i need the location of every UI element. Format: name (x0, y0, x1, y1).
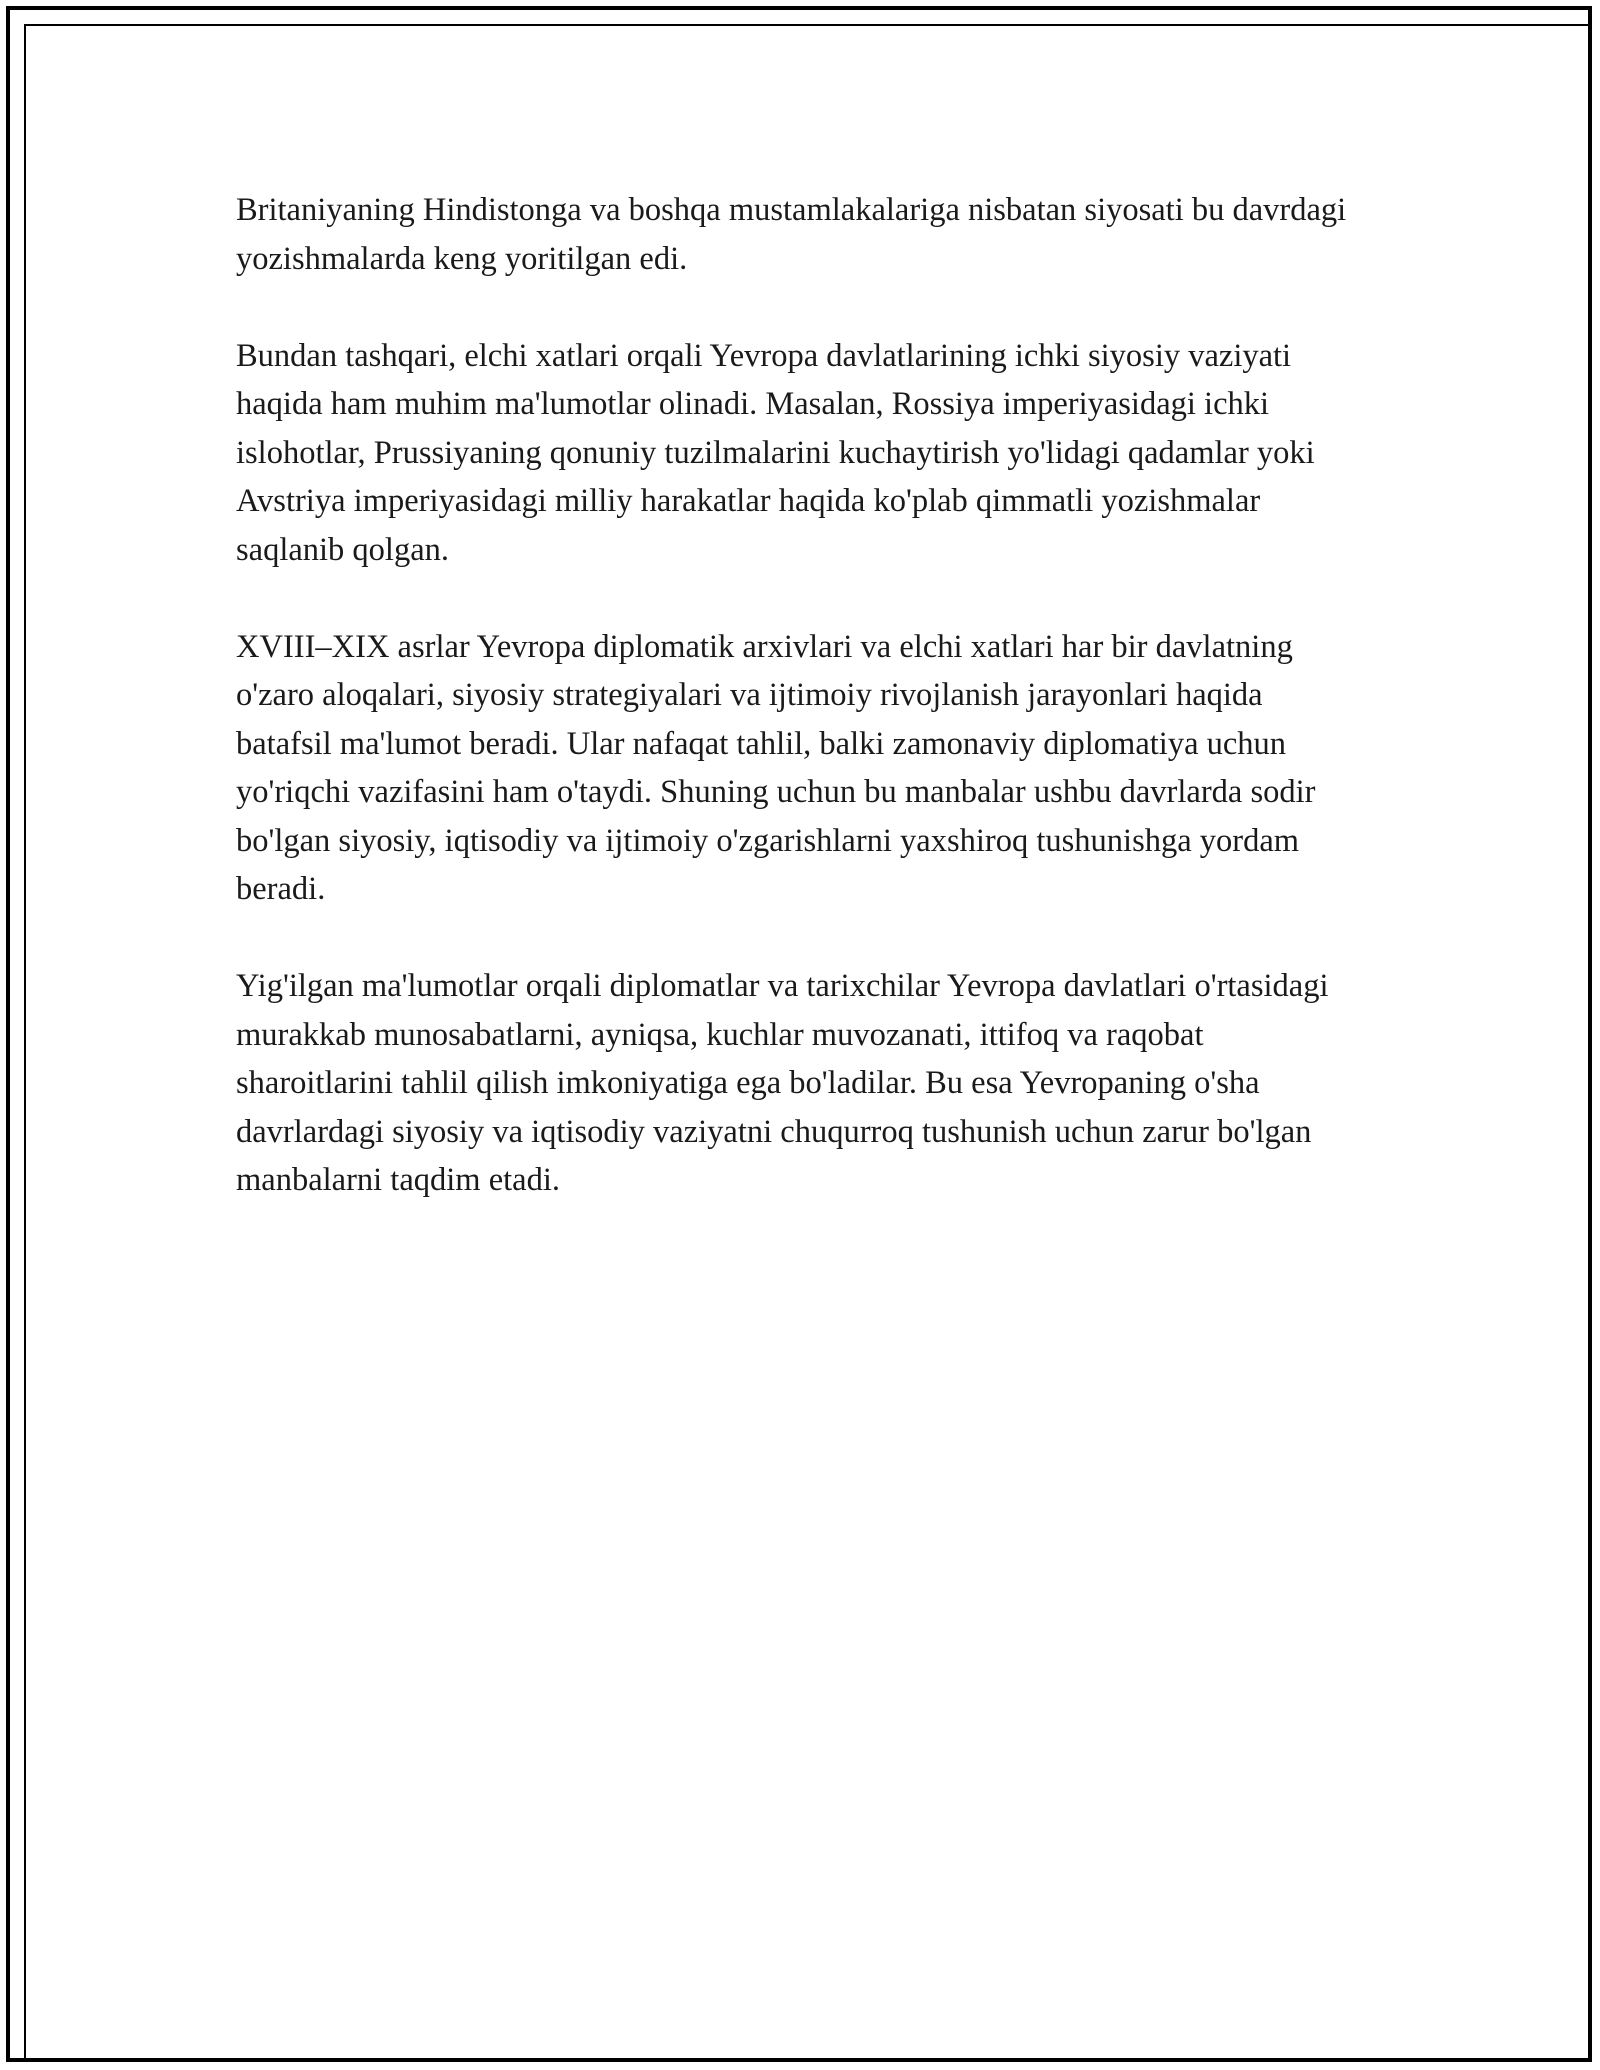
paragraph-4: Yig'ilgan ma'lumotlar orqali diplomatlar va tarixchilar Yevropa davlatlari o'rtasidagi murakkab munosabatlarni, ayniqsa, kuchlar muvozanati, ittifoq va raqobat sharoitlarini tahlil qilish imkoniyatiga ega bo'ladilar. Bu esa Yevropaning o'sha davrlardagi siyosiy va iqtisodiy vaziyatni chuqurroq tushunish uchun zarur bo'lgan manbalarni taqdim etadi. (236, 968, 1329, 1198)
document-body (236, 186, 1366, 1253)
paragraph-2: Bundan tashqari, elchi xatlari orqali Yevropa davlatlarining ichki siyosiy vaziyati haqida ham muhim ma'lumotlar olinadi. Masalan, Rossiya imperiyasidagi ichki islohotlar, Prussiyaning qonuniy tuzilmalarini kuchaytirish yo'lidagi qadamlar yoki Avstriya imperiyasidagi milliy harakatlar haqida ko'plab qimmatli yozishmalar saqlanib qolgan. (236, 337, 1315, 568)
paragraph-1: Britaniyaning Hindistonga va boshqa mustamlakalariga nisbatan siyosati bu davrdagi yozishmalarda keng yoritilgan edi. (236, 192, 1347, 277)
paragraph-3: XVIII–XIX asrlar Yevropa diplomatik arxivlari va elchi xatlari har bir davlatning o'zaro aloqalari, siyosiy strategiyalari va ijtimoiy rivojlanish jarayonlari haqida batafsil ma'lumot beradi. Ular nafaqat tahlil, balki zamonaviy diplomatiya uchun yo'riqchi vazifasini ham o'taydi. Shuning uchun bu manbalar ushbu davrlarda sodir bo'lgan siyosiy, iqtisodiy va ijtimoiy o'zgarishlarni yaxshiroq tushunishga yordam beradi. (236, 628, 1316, 907)
